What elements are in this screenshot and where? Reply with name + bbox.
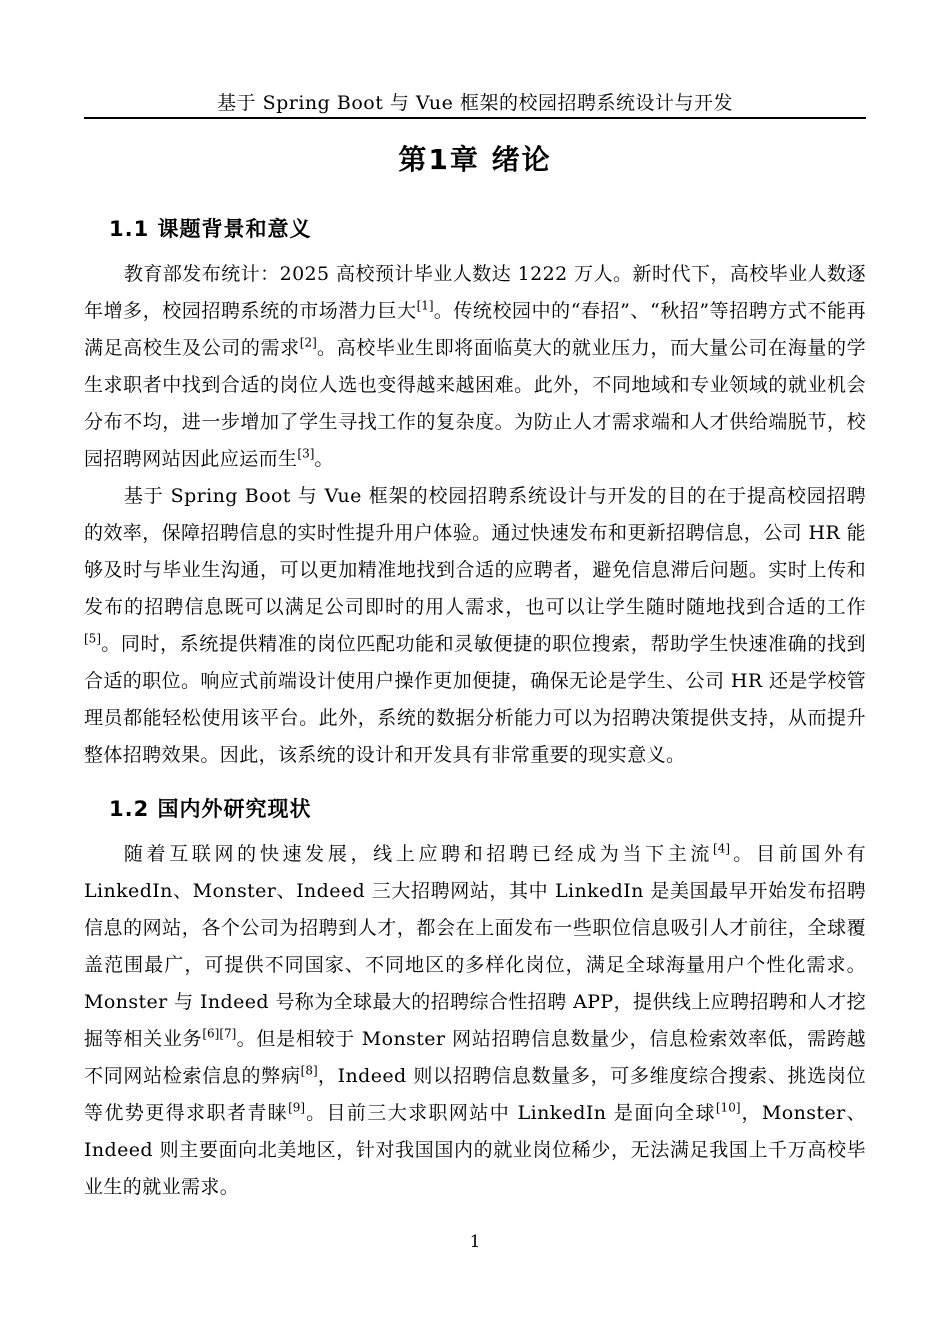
running-header-title: 基于 Spring Boot 与 Vue 框架的校园招聘系统设计与开发 [217, 92, 733, 114]
citation-marker: [10] [715, 1100, 741, 1115]
paragraph: 教育部发布统计：2025 高校预计毕业人数达 1222 万人。新时代下，高校毕业人数逐年增多，校园招聘系统的市场潜力巨大[1]。传统校园中的“春招”、“秋招”等招聘方式不能再满足高校生及公司的需求[2]。高校毕业生即将面临莫大的就业压力，而大量公司在海量的学生求职者中找到合适的岗位人选也变得越来越困难。此外，不同地域和专业领域的就业机会分布不均，进一步增加了学生寻找工作的复杂度。为防止人才需求端和人才供给端脱节，校园招聘网站因此应运而生[3]。 [84, 263, 867, 470]
citation-marker: [9] [288, 1100, 306, 1115]
paragraph: 基于 Spring Boot 与 Vue 框架的校园招聘系统设计与开发的目的在于提高校园招聘的效率，保障招聘信息的实时性提升用户体验。通过快速发布和更新招聘信息，公司 HR 能够及时与毕业生沟通，可以更加精准地找到合适的应聘者，避免信息滞后问题。实时上传和发布的招聘信息既可以满足公司即时的用人需求，也可以让学生随时随地找到合适的工作[5]。同时，系统提供精准的岗位匹配功能和灵敏便捷的职位搜索，帮助学生快速准确的找到合适的职位。响应式前端设计使用户操作更加便捷，确保无论是学生、公司 HR 还是学校管理员都能轻松使用该平台。此外，系统的数据分析能力可以为招聘决策提供支持，从而提升整体招聘效果。因此，该系统的设计和开发具有非常重要的现实意义。 [84, 485, 866, 766]
citation-marker: [5] [84, 631, 101, 646]
citation-marker: [3] [297, 446, 315, 461]
paragraph: 随着互联网的快速发展，线上应聘和招聘已经成为当下主流[4]。目前国外有 LinkedIn、Monster、Indeed 三大招聘网站，其中 LinkedIn 是美国最早开始发布招聘信息的网站，各个公司为招聘到人才，都会在上面发布一些职位信息吸引人才前往，全球覆盖范围最广，可提供不同国家、不同地区的多样化岗位，满足全球海量用户个性化需求。Monster 与 Indeed 号称为全球最大的招聘综合性招聘 APP，提供线上应聘招聘和人才挖掘等相关业务[6][7]。但是相较于 Monster 网站招聘信息数量少，信息检索效率低，需跨越不同网站检索信息的弊病[8]，Indeed 则以招聘信息数量多，可多维度综合搜索、挑选岗位等优势更得求职者青睐[9]。目前三大求职网站中 LinkedIn 是面向全球[10]，Monster、Indeed 则主要面向北美地区，针对我国国内的就业岗位稀少，无法满足我国上千万高校毕业生的就业需求。 [84, 841, 867, 1198]
chapter-title: 第1章 绪论 [398, 143, 552, 176]
running-header [84, 92, 866, 119]
citation-marker: [1] [416, 298, 434, 313]
page-footer [0, 1232, 950, 1252]
citation-marker: [4] [713, 841, 731, 856]
section-heading: 1.2 国内外研究现状 [109, 797, 312, 821]
citation-marker: [6][7] [202, 1026, 237, 1041]
page-number: 1 [469, 1232, 481, 1252]
citation-marker: [8] [300, 1063, 318, 1078]
section-heading: 1.1 课题背景和意义 [109, 217, 312, 241]
citation-marker: [2] [299, 335, 317, 350]
document-body [84, 215, 866, 1206]
